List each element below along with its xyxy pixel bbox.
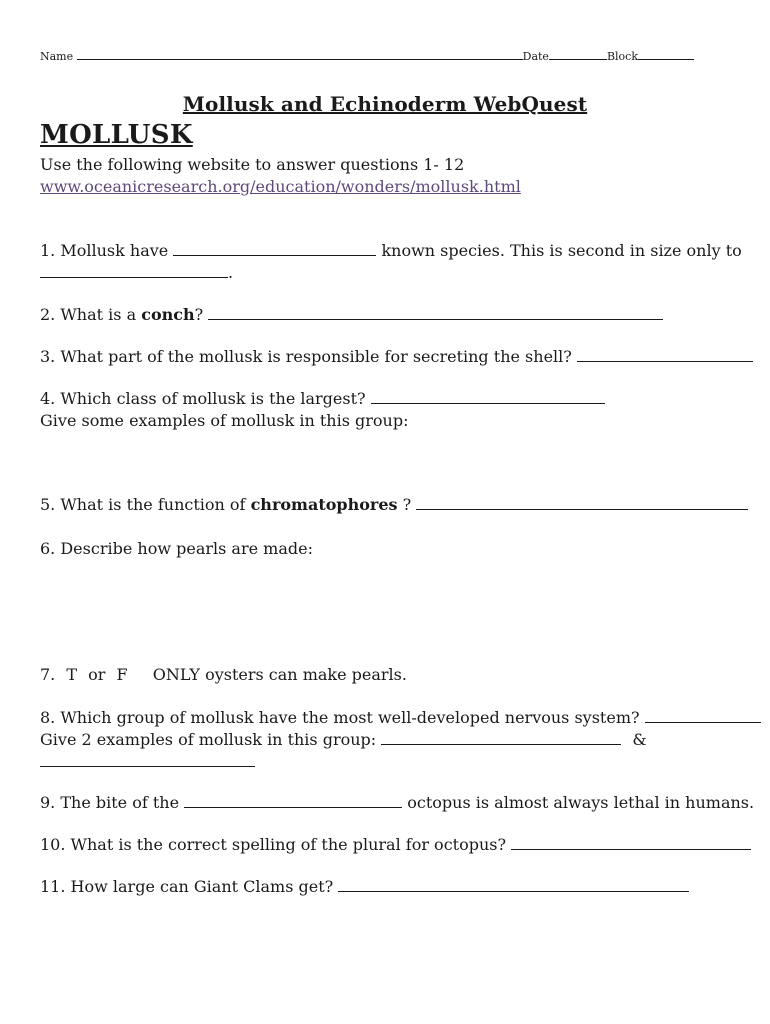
answer-10-field[interactable] [511, 835, 751, 850]
question-8 [40, 707, 761, 729]
question-3 [40, 346, 753, 368]
header-line [40, 48, 694, 64]
answer-9-field[interactable] [184, 793, 402, 808]
question-5-mark: ? [397, 495, 412, 514]
question-9-text-2: octopus is almost always lethal in humans. [407, 793, 755, 812]
question-9-text: 9. The bite of the [40, 793, 180, 812]
or-label: or [88, 665, 106, 684]
block-label: Block [606, 50, 638, 63]
true-option[interactable]: T [66, 665, 78, 684]
answer-2-field[interactable] [208, 305, 663, 320]
block-field[interactable] [638, 48, 694, 60]
name-label: Name [40, 50, 74, 63]
question-2-term: conch [141, 305, 195, 324]
question-11-text: 11. How large can Giant Clams get? [40, 877, 334, 896]
date-label: Date [522, 50, 549, 63]
question-1-text: 1. Mollusk have [40, 241, 169, 260]
question-1-line-2 [40, 262, 233, 284]
question-11 [40, 876, 689, 898]
question-5 [40, 494, 748, 516]
answer-4-field[interactable] [371, 389, 605, 404]
question-4-sub: Give some examples of mollusk in this group: [40, 411, 409, 430]
question-10 [40, 834, 751, 856]
question-3-text: 3. What part of the mollusk is responsible for secreting the shell? [40, 347, 572, 366]
date-field[interactable] [549, 48, 607, 60]
answer-8b-field[interactable] [40, 752, 255, 767]
answer-8-field[interactable] [645, 708, 761, 723]
question-1-period: . [228, 263, 234, 282]
question-5-text: 5. What is the function of [40, 495, 251, 514]
ampersand: & [632, 730, 647, 749]
question-10-text: 10. What is the correct spelling of the plural for octopus? [40, 835, 507, 854]
question-7-text: ONLY oysters can make pearls. [152, 665, 407, 684]
section-heading: MOLLUSK [40, 120, 193, 150]
answer-3-field[interactable] [577, 347, 753, 362]
question-2-mark: ? [194, 305, 204, 324]
page-title: Mollusk and Echinoderm WebQuest [182, 92, 588, 116]
answer-1b-field[interactable] [40, 263, 228, 278]
answer-11-field[interactable] [338, 877, 689, 892]
question-8-sub-text: Give 2 examples of mollusk in this group: [40, 730, 377, 749]
question-7-number: 7. [40, 665, 56, 684]
question-2 [40, 304, 663, 326]
question-8-line-3 [40, 751, 255, 773]
answer-8a-field[interactable] [381, 730, 621, 745]
question-7 [40, 664, 407, 686]
question-9 [40, 792, 754, 814]
question-6: 6. Describe how pearls are made: [40, 539, 313, 558]
question-8-sub [40, 729, 647, 751]
question-5-term: chromatophores [250, 495, 398, 514]
answer-5-field[interactable] [416, 495, 748, 510]
instructions: Use the following website to answer questions 1- 12 [40, 155, 465, 174]
answer-1a-field[interactable] [173, 241, 376, 256]
name-field[interactable] [77, 48, 523, 60]
question-1-text-2: known species. This is second in size only to [381, 241, 742, 260]
question-4 [40, 388, 605, 410]
website-link[interactable]: www.oceanicresearch.org/education/wonders/mollusk.html [40, 177, 521, 196]
question-1 [40, 240, 742, 262]
question-2-text: 2. What is a [40, 305, 142, 324]
question-8-text: 8. Which group of mollusk have the most well-developed nervous system? [40, 708, 640, 727]
question-4-text: 4. Which class of mollusk is the largest? [40, 389, 366, 408]
false-option[interactable]: F [116, 665, 128, 684]
